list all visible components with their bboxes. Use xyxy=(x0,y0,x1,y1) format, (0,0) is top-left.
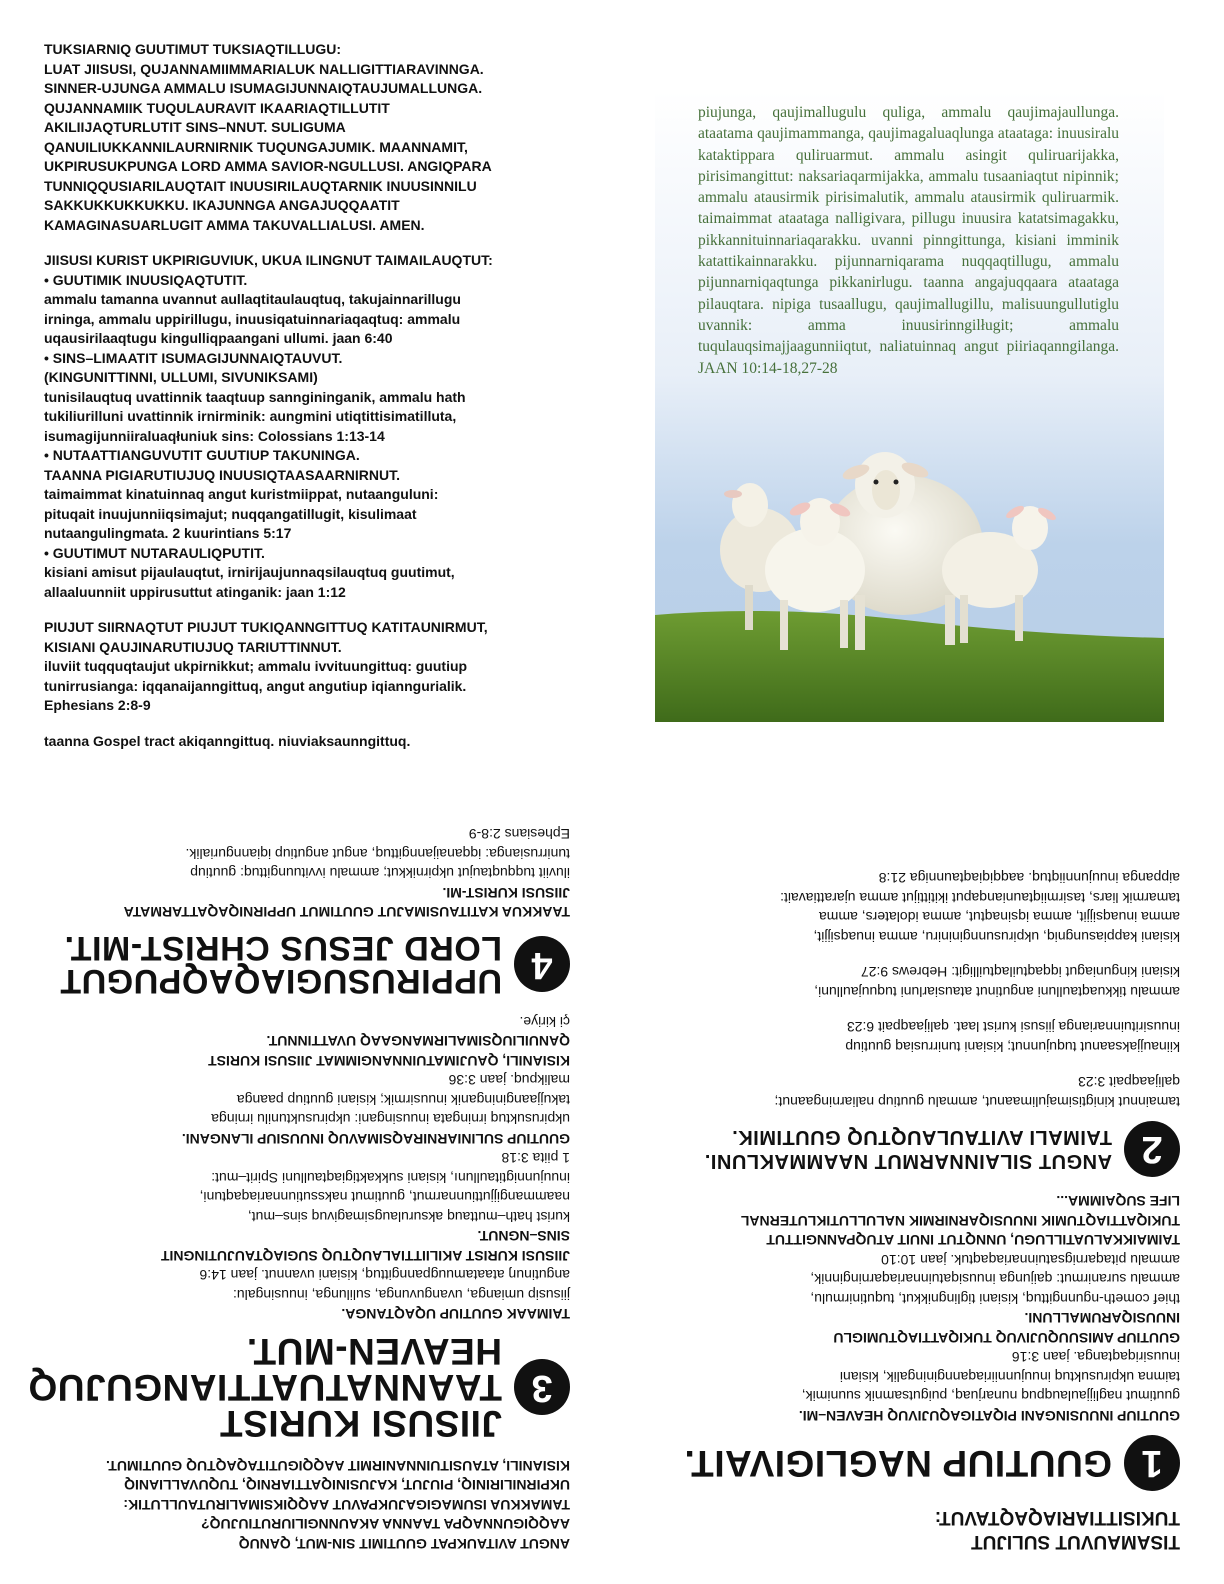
benefit-4-text: kisiani amisut pijaulauqtut, irnirijaujunnaqsilauqtuq guutimut, allaaluunniit uppirusuttut atinganik: jaan 1:12 xyxy=(44,564,455,600)
section-2-text-1: tamainnut kinigtisimajulimaanut, ammalu guutiup naliarningaanut; qalijaaqpait 3:23 xyxy=(774,1074,1180,1110)
section-4-text: iluviit tuqquqtaujut ukpirnikkut; ammalu ivvituungittuq: guutiup tunirrusianga: iqqanaijanngittuq, angut angutiup iqianngurialik. Ephesians 2:8-9 xyxy=(185,826,570,882)
section-2-title: ANGUT SILAINNARMUT NAAMMAKLUNI. TAIMALI AVITAULAUQTUQ GUUTIMIK. xyxy=(704,1126,1112,1172)
scripture-verse: piujunga, qaujimallugulu quliga, ammalu qaujimajaullunga. ataatama qaujimammanga, qaujimagaluaqlunga ataataga: inuusiralu kataktippara quliruarmut. ammalu asingit quliruarijakka, pirisimangittut: naksariaqarmijakka, ammalu tusaaniaqtut nipinnik; ammalu atausirmik pirisimalutik, ammalu atausirmik quliruarmik. taimaimmat ataataga nalligivara, pillugu inuusira katatsimagakku, pikkannituinnariaqarakku. uvanni pinngittunga, kisiani imminik katattikainnarakku. pijunnarniqarama nuqqaqtillugu, ammalu pijunnarniqaqtunga pikkanirlugu. taanna angajuqqaara ataataga pilauqtara. nipiga tusaallugu, qaujimallugillu, malisuungullutiglu uvannik: amma inuusirinngilługit; ammalu tuqulauqsimajjaagunniiqtut, naliatuinnaq angut piiriaqanngilanga. JAAN 10:14-18,27-28 xyxy=(698,104,1119,377)
sinners-prayer: TUKSIARNIQ GUUTIMUT TUKSIAQTILLUGU: LUAT JIISUSI, QUJANNAMIIMMARIALUK NALLIGITTIARAVINNGA. SINNER-UJUNGA AMMALU ISUMAGIJUNNAIQTAUJUMALLUNGA. QUJANNAMIIK TUQULAURAVIT IKAARIAQTILLUTIT AKILIIJAQTURLUTIT SINS–NNUT. SULIGUMA QANUILIUKKANNILAURNIRNIK TUQUNGAJUMIK. MAANNAMIT, UKPIRUSUKPUNGA LORD AMMA SAVIOR-NGULLUSI. ANGIQPARA TUNNIQQUSIARILAUQTAIT INUUSIRILAUQTARNIK INUUSINNILU SAKKUKKUKKUKKU. IKAJUNNGA ANGAJUQQAATIT KAMAGINASUARLUGIT AMMA TAKUVALLIALUSI. AMEN. xyxy=(44,41,492,233)
section-1-heading: GUUTIUP INUUSINGANI PIQATIGAQUJIVUQ HEAVEN–MI. xyxy=(798,1408,1180,1424)
section-2-text-4: kisiani kappiasungniq, ukpirusunngininiru, amma inuaqsijjit, amma inuaqsijjit, amma iqsinaqtut, amma idolaters, amma tamarmik liars, tasirmiiqtaunianqaput ikitittijut amma ujarattiavait: aippanga inuujunniiqtuq. aaqqiqiaqtaunniga 21:8 xyxy=(780,870,1180,945)
benefits-intro: JIISUSI KURIST UKPIRIGUVIUK, UKUA ILINGNUT TAIMAILAUQTUT: xyxy=(44,252,493,268)
section-1-text-2: thief cometh-ngunngittuq, kisiani tiglingnikkut, tuqutinirmulu, ammalu suranirmut: qaijunga inuusiqatuinnariaqarninginnik, ammalu pitaqarnigsatuinnariaqaqtuk. jaan 10:10 xyxy=(810,1252,1180,1307)
tract-footer: taanna Gospel tract akiqanngittuq. niuviaksaunngittuq. xyxy=(44,732,411,749)
section-3-heading-3: GUUTIUP SULINIARNIRAQSIMAVUQ INUUSIUP ILANGANI. xyxy=(181,1131,570,1147)
section-1-preheading: TISAMAUVUT SULIJUT TUKISITTIARIAQAQTAVUT: xyxy=(934,1507,1180,1552)
tract-panel-top-left xyxy=(44,40,604,751)
section-1-header xyxy=(640,1435,1180,1491)
section-2-header xyxy=(640,1121,1180,1177)
section-4-number: 4 xyxy=(514,937,570,993)
grace-heading: PIUJUT SIIRNAQTUT PIUJUT TUKIQANNGITTUQ KATITAUNIRMUT, KISIANI QAUJINARUTIUJUQ TARIUTTINNUT. xyxy=(44,619,488,655)
section-2-text-3: ammalu tikkuaqtaulluni angutinut atausiarluni tuquujaulluni, kisiani kinguniagut iqqaqtuilaqtuilligit: Hebrews 9:27 xyxy=(814,964,1180,1000)
section-3-heading-2: JIISUSI KURIST AKILIITTIALAUQTUQ SUGIAQTAUJUTINGNIT SINS–NGNUT. xyxy=(160,1228,570,1264)
section-1-text: guutimut naglijjaulauqpuq nunarjuaq, puigutsamnik suunimik, taimna ukpirusuktuq inuujunniiriaqannginingalik, kisiani inuusiriqaqtanga. jaan 3:16 xyxy=(801,1349,1180,1405)
benefit-2-text: tunisilauqtuq uvattinnik taaqtuup sanngininganik, ammalu hath tukiliurilluni uvattinnik irnirminik: aungmini utiqtittisimatilluta, isumagijunniiraluaqłuniuk sins: Colossians 1:13-14 xyxy=(44,388,466,444)
section-3-tail: çi kiriye. xyxy=(519,1014,570,1030)
benefit-3-heading: • NUTAATTIANGUVUTIT GUUTIUP TAKUNINGA. TAANNA PIGIARUTIUJUQ INUUSIQTAASAARNIRNUT. xyxy=(44,447,400,483)
benefit-4-heading: • GUUTIMUT NUTARAULIQPUTIT. xyxy=(44,544,265,561)
grass-hill xyxy=(655,611,1164,722)
tract-panel-bottom-right xyxy=(640,808,1180,1553)
section-3-title: JIISUSI KURIST TAANNATUATTIANGUJUQ HEAVEN-MUT. xyxy=(27,1331,502,1445)
section-4-title: UPPIRUSUGIAQAQPUGUT LORD JESUS CHRIST-MIT. xyxy=(59,929,502,1001)
section-2-number: 2 xyxy=(1124,1121,1180,1177)
section-3-heading-4: KISIANILI, QAUJIMATUINNANGIMMAT JIISUSI KURIST QANUILIUQSIMALIRMANGAAQ UVATTINNUT. xyxy=(208,1033,570,1069)
benefit-2-heading: • SINS–LIMAATIT ISUMAGIJUNNAIQTAUVUT. (KINGUNITTINNI, ULLUMI, SIVUNIKSAMI) xyxy=(44,349,343,385)
benefit-3-text: taimaimmat kinatuinnaq angut kuristmiippat, nutaanguluni: pituqait inuujunniiqsimajut; nuqqangatillugit, kisulimaat nutaangulingmata. 2 kuurintians 5:17 xyxy=(44,486,439,541)
section-3-text-1: jiisusip umianga, uvanguvunga, sulilunga, inuusingalu: angutinuŋ ataatamuugpanngittuq, kisiani uvannut. jaan 14:6 xyxy=(199,1267,570,1303)
section-1-number: 1 xyxy=(1124,1435,1180,1491)
sheep-photo-panel xyxy=(655,90,1164,722)
benefit-1-text: ammalu tamanna uvannut aullaqtitaulauqtuq, takujainnarillugu irninga, ammalu uppirillugu, inuusiqatuinnariaqaqtuq: ammalu uqausirilaaqtugu kingulliqpaangani ullumi. jaan 6:40 xyxy=(44,291,461,346)
section-3-subheading: TAIMAAK GUUTIUP UQAQTANGA. xyxy=(341,1306,570,1323)
section-1-heading-2: GUUTIUP AMISUUQUJIVUQ TUKIQATTIAQTUMIGLU INUUSIQARUMALLUNI. xyxy=(833,1310,1180,1346)
section-3-text-2: kurist hath–muttauq aksurulaugsimagivuq sins–mut, naammangijjuttiunnarmut, guutimut nakssutiunnariaqaqtuni, inuujunnigtitaullunı, kisiani sukkaktigiaqtaulluni Spirit–mut: 1 piita 3:18 xyxy=(199,1150,570,1225)
grace-text: iluviit tuqquqtaujut ukpirnikkut; ammalu ivvituungittuq: guutiup tunirrusianga: iqqanaijanngittuq, angut angutiup iqianngurialik. Ephesians 2:8-9 xyxy=(44,658,468,713)
section-3-text-3: ukpirusuktuq irningata inuusingani: ukpirusuktunilu irninga takujjaangininganik inuusirmik; kisiani guutiup paanga malikpuq. jaan 3:36 xyxy=(211,1072,570,1128)
section-3-number: 3 xyxy=(514,1360,570,1416)
tract-panel-bottom-left xyxy=(27,808,570,1553)
section-2-text-2: kiinaujjaksaanut tuqujunnut; kisiani tunirrusiaq guutiup inuusirituinnarianga jiisusi kurist laat. qalijaaqpait 6:23 xyxy=(845,1019,1180,1055)
section-4-heading: TAAKKUA KATITAUSIMAJUT GUUTIMUT UPPIRNIQAQATTARMATA JIISUSI KURIST-MI. xyxy=(123,885,570,921)
section-4-header xyxy=(30,929,570,1001)
section-3-header xyxy=(27,1331,570,1445)
section-1-heading-3: TAIMAIKKALUATILLUGU, UNNQTUT INUIT ATUQPANNGITTUT TUKIQATTIAQTUMIK INUUSIQARNIRMIK NALULLUTIKLUTERNAL LIFE SUQAIMMA... xyxy=(740,1193,1180,1249)
section-3-intro: ANGUT AVITAUKPAT GUUTIMIT SIN-MUT, QANUQ AAQQIGUNNAQPA TAANNA AKAUNNGILIURUTIUJUQ? TAMAKKUA ISUMAGIGAJUKPAVUT AAQQIKSIMALIRUTAULLUTIK: UKPIRNILIRINIQ, PIUJUT, KAJUSINIQATTIARNIQ, TUQUVALLIANIQ KISIANILI, ATAUSITUINNANIRMIT AAQQIGUTITAQAQTUQ GUUTIMUT. xyxy=(105,1458,570,1552)
benefit-1-heading: • GUUTIMIK INUUSIQAQTUTIT. xyxy=(44,271,248,288)
section-1-title: GUUTIUP NAGLIGIVAIT. xyxy=(684,1443,1112,1484)
